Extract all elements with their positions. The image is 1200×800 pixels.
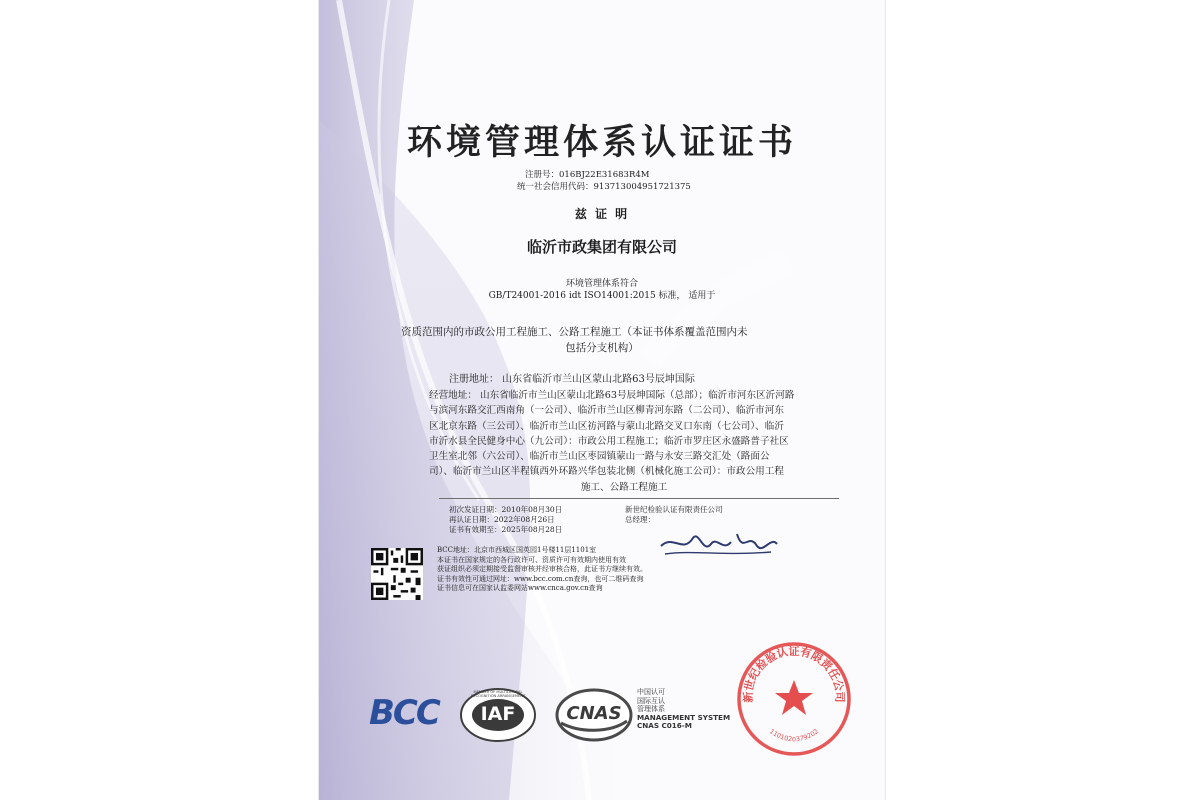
cn-line-2: 国际互认 [637, 696, 665, 705]
first-issue-date: 初次发证日期：2010年08月30日 [449, 505, 563, 514]
svg-text:1101020379202 [768, 727, 820, 743]
certificate-title: 环境管理体系认证证书 [406, 122, 797, 163]
dates-block [449, 505, 562, 535]
company-name: 临沂市政集团有限公司 [526, 238, 677, 256]
iaf-ring-text: MEMBER OF MULTILATERAL RECOGNITION ARRANGEMENT [470, 690, 526, 698]
cn-line-1: 中国认可 [637, 688, 665, 696]
cn-line-3: 管理体系 [637, 705, 665, 714]
cnas-logo [555, 687, 633, 743]
general-manager-label: 总经理： [625, 515, 655, 524]
cnas-code-text: CNAS C016-M [637, 721, 692, 731]
operating-address-line: 区北京东路（三公司）、临沂市兰山区祊河路与蒙山北路交叉口东南（七公司）、临沂 [429, 420, 784, 432]
certificate [318, 0, 886, 800]
scope-line-2: 包括分支机构） [565, 342, 639, 354]
notes-block [437, 546, 647, 594]
bcc-address: BCC地址：北京市西城区国英园1号楼11层1101室 [437, 546, 597, 554]
hereby-certify: 兹 证 明 [574, 207, 630, 221]
scope-line-1: 资质范围内的市政公用工程施工、公路工程施工（本证书体系覆盖范围内未 [401, 326, 748, 338]
issuer-block [625, 505, 723, 525]
valid-until-date: 证书有效期至：2025年08月28日 [449, 525, 563, 534]
credit-code: 统一社会信用代码：913713004951721375 [517, 182, 691, 192]
reissue-date: 再认证日期：2022年08月26日 [449, 515, 555, 524]
bcc-logo [369, 693, 441, 733]
registration-number: 注册号：016BJ22E31683R4M [525, 170, 650, 180]
operating-address-line: 与滨河东路交汇西南角（一公司）、临沂市兰山区柳青河东路（二公司）、临沂市河东 [429, 405, 784, 417]
qr-code[interactable] [371, 548, 423, 600]
bcc-logo-text: BCC [369, 693, 439, 733]
official-seal [735, 640, 853, 758]
operating-address-line: 市沂水县全民健身中心（九公司）：市政公用工程施工；临沂市罗庄区永盛路普子社区 [429, 435, 789, 447]
note-line: 获证组织必须定期接受监督审核并经审核合格，此证书方继续有效。 [437, 565, 647, 574]
divider-line [439, 498, 839, 499]
note-line: 本证书在国家规定的各行政许可、资质许可有效期内使用有效 [437, 555, 626, 564]
iaf-logo [459, 687, 537, 743]
operating-address-line: 卫生室北邻（六公司）、临沂市兰山区枣园镇蒙山一路与永安三路交汇处（路面公 [429, 451, 770, 463]
conformity-line-2: GB/T24001-2016 idt ISO14001:2015 标准， 适用于 [488, 291, 716, 301]
note-line: 证书信息可在国家认监委网站www.cnca.gov.cn查询 [437, 584, 603, 593]
operating-address-line: 司）、临沂市兰山区半程镇西外环路兴华包装北侧（机械化施工公司）：市政公用工程 [429, 466, 784, 478]
management-system-text: MANAGEMENT SYSTEM [637, 712, 731, 722]
operating-address-line: 施工、公路工程施工 [580, 481, 668, 493]
operating-addresses [429, 388, 849, 495]
seal-text: 新世纪检验认证有限责任公司 [741, 644, 847, 703]
seal-star-icon [775, 680, 813, 715]
seal-code: 1101020379202 [767, 727, 821, 744]
cnas-logo-text: CNAS [566, 703, 622, 724]
cnas-text-block [637, 688, 730, 731]
iaf-logo-text: IAF [480, 703, 516, 725]
operating-address-line: 经营地址： 山东省临沂市兰山区蒙山北路63号辰坤国际（总部）；临沂市河东区沂河路 [429, 390, 795, 401]
registered-address: 注册地址： 山东省临沂市兰山区蒙山北路63号辰坤国际 [449, 374, 695, 385]
note-line: 证书有效性可通过网址：www.bcc.com.cn查询，也可二维码查询 [437, 574, 644, 583]
issuer-name: 新世纪检验认证有限责任公司 [625, 505, 723, 514]
conformity-line-1: 环境管理体系符合 [565, 279, 638, 289]
signature-image [653, 524, 783, 564]
